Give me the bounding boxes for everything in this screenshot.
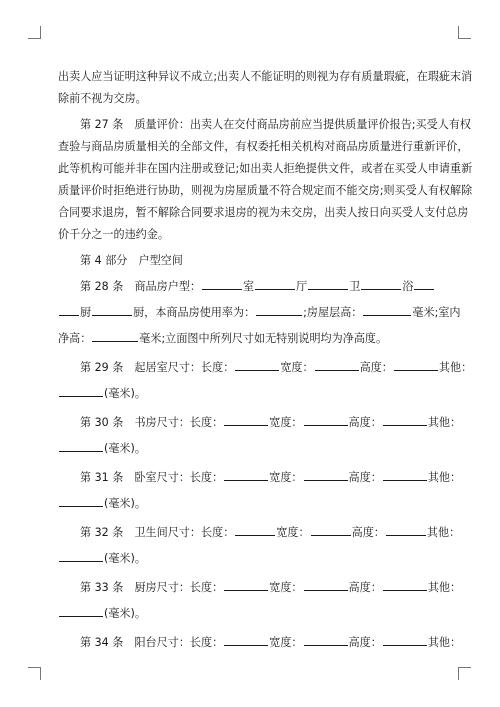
room-size-unit-line: (毫米)。 <box>58 603 444 625</box>
crop-mark-bottom-left <box>28 667 41 680</box>
height-field[interactable] <box>383 577 427 591</box>
text-line: 查验与商品房质量相关的全部文件，有权委托相关机构对商品房质量进行重新评价， <box>58 140 469 153</box>
length-field[interactable] <box>224 467 268 481</box>
crop-mark-top-left <box>28 26 41 39</box>
width-field[interactable] <box>304 632 348 646</box>
length-field[interactable] <box>224 577 268 591</box>
blank-field[interactable] <box>414 276 434 290</box>
article-28-heading: 第 28 条 商品房户型： <box>80 280 202 293</box>
length-field[interactable] <box>235 522 275 536</box>
room-article-heading: 第 33 条 厨房尺寸： <box>80 581 190 594</box>
text-line: 质量评价时拒绝进行协助，则视为房屋质量不符合规定而不能交房;则买受人有权解除 <box>58 184 473 197</box>
crop-mark-top-right <box>458 26 471 39</box>
other-field[interactable] <box>59 603 103 617</box>
room-size-line: 第 32 条 卫生间尺寸：长度： 宽度： 高度： 其他： <box>58 522 444 544</box>
room-article-heading: 第 29 条 起居室尺寸： <box>80 361 202 374</box>
width-field[interactable] <box>304 577 348 591</box>
room-size-line: 第 30 条 书房尺寸：长度： 宽度： 高度： 其他： <box>58 412 444 434</box>
kitchen-count-field[interactable] <box>92 302 132 316</box>
floor-height-field[interactable] <box>363 302 411 316</box>
room-size-line: 第 31 条 卧室尺寸：长度： 宽度： 高度： 其他： <box>58 467 444 489</box>
livingroom-count-field[interactable] <box>255 276 295 290</box>
length-field[interactable] <box>235 357 279 371</box>
height-field[interactable] <box>394 357 438 371</box>
article-28-line-3: 净高： 毫米;立面图中所列尺寸如无特别说明均为净高度。 <box>58 328 444 350</box>
length-field[interactable] <box>224 632 268 646</box>
toilet-count-field[interactable] <box>308 276 348 290</box>
room-size-line: 第 33 条 厨房尺寸：长度： 宽度： 高度： 其他： <box>58 577 444 599</box>
article-27-heading: 第 27 条 质量评价：出卖人在交付商品房前应当提供质量评价报告;买受人有权 <box>80 118 472 131</box>
width-field[interactable] <box>315 357 359 371</box>
article-28-line-1: 第 28 条 商品房户型： 室 厅 卫 浴 <box>58 276 444 298</box>
room-size-line: 第 29 条 起居室尺寸：长度： 宽度： 高度： 其他： <box>58 357 444 379</box>
room-article-heading: 第 30 条 书房尺寸： <box>80 416 190 429</box>
bedroom-count-field[interactable] <box>202 276 242 290</box>
width-field[interactable] <box>304 467 348 481</box>
blank-field[interactable] <box>59 302 79 316</box>
room-size-unit-line: (毫米)。 <box>58 438 444 460</box>
text-line: 出卖人应当证明这种异议不成立;出卖人不能证明的则视为存有质量瑕疵，在瑕疵末消 <box>58 70 473 83</box>
other-field[interactable] <box>59 438 103 452</box>
height-field[interactable] <box>383 632 427 646</box>
usage-rate-field[interactable] <box>256 302 302 316</box>
bath-count-field[interactable] <box>361 276 401 290</box>
width-field[interactable] <box>311 522 351 536</box>
room-article-heading: 第 34 条 阳台尺寸： <box>80 636 190 649</box>
height-field[interactable] <box>383 467 427 481</box>
other-field[interactable] <box>59 548 103 562</box>
document-page <box>58 66 473 654</box>
room-size-line: 第 34 条 阳台尺寸：长度： 宽度： 高度： 其他： <box>58 632 444 654</box>
height-field[interactable] <box>386 522 426 536</box>
room-size-unit-line: (毫米)。 <box>58 383 444 405</box>
width-field[interactable] <box>304 412 348 426</box>
room-article-heading: 第 31 条 卧室尺寸： <box>80 471 190 484</box>
text-line: 合同要求退房，暂不解除合同要求退房的视为未交房，出卖人按日向买受人支付总房 <box>58 206 469 219</box>
text-line: 此等机构可能并非在国内注册或登记;如出卖人拒绝提供文件，或者在买受人申请重新 <box>58 162 473 175</box>
article-28-line-2: 厨 厨，本商品房使用率为： ;房屋层高： 毫米;室内 <box>58 302 444 324</box>
length-field[interactable] <box>224 412 268 426</box>
part-4-heading: 第 4 部分 户型空间 <box>80 254 183 267</box>
height-field[interactable] <box>383 412 427 426</box>
other-field[interactable] <box>59 493 103 507</box>
room-size-unit-line: (毫米)。 <box>58 548 444 570</box>
crop-mark-bottom-right <box>458 667 471 680</box>
room-size-unit-line: (毫米)。 <box>58 493 444 515</box>
text-line: 价千分之一的违约金。 <box>58 228 169 241</box>
other-field[interactable] <box>59 383 103 397</box>
text-line: 除前不视为交房。 <box>58 92 147 105</box>
clear-height-field[interactable] <box>92 328 138 342</box>
room-article-heading: 第 32 条 卫生间尺寸： <box>80 526 202 539</box>
